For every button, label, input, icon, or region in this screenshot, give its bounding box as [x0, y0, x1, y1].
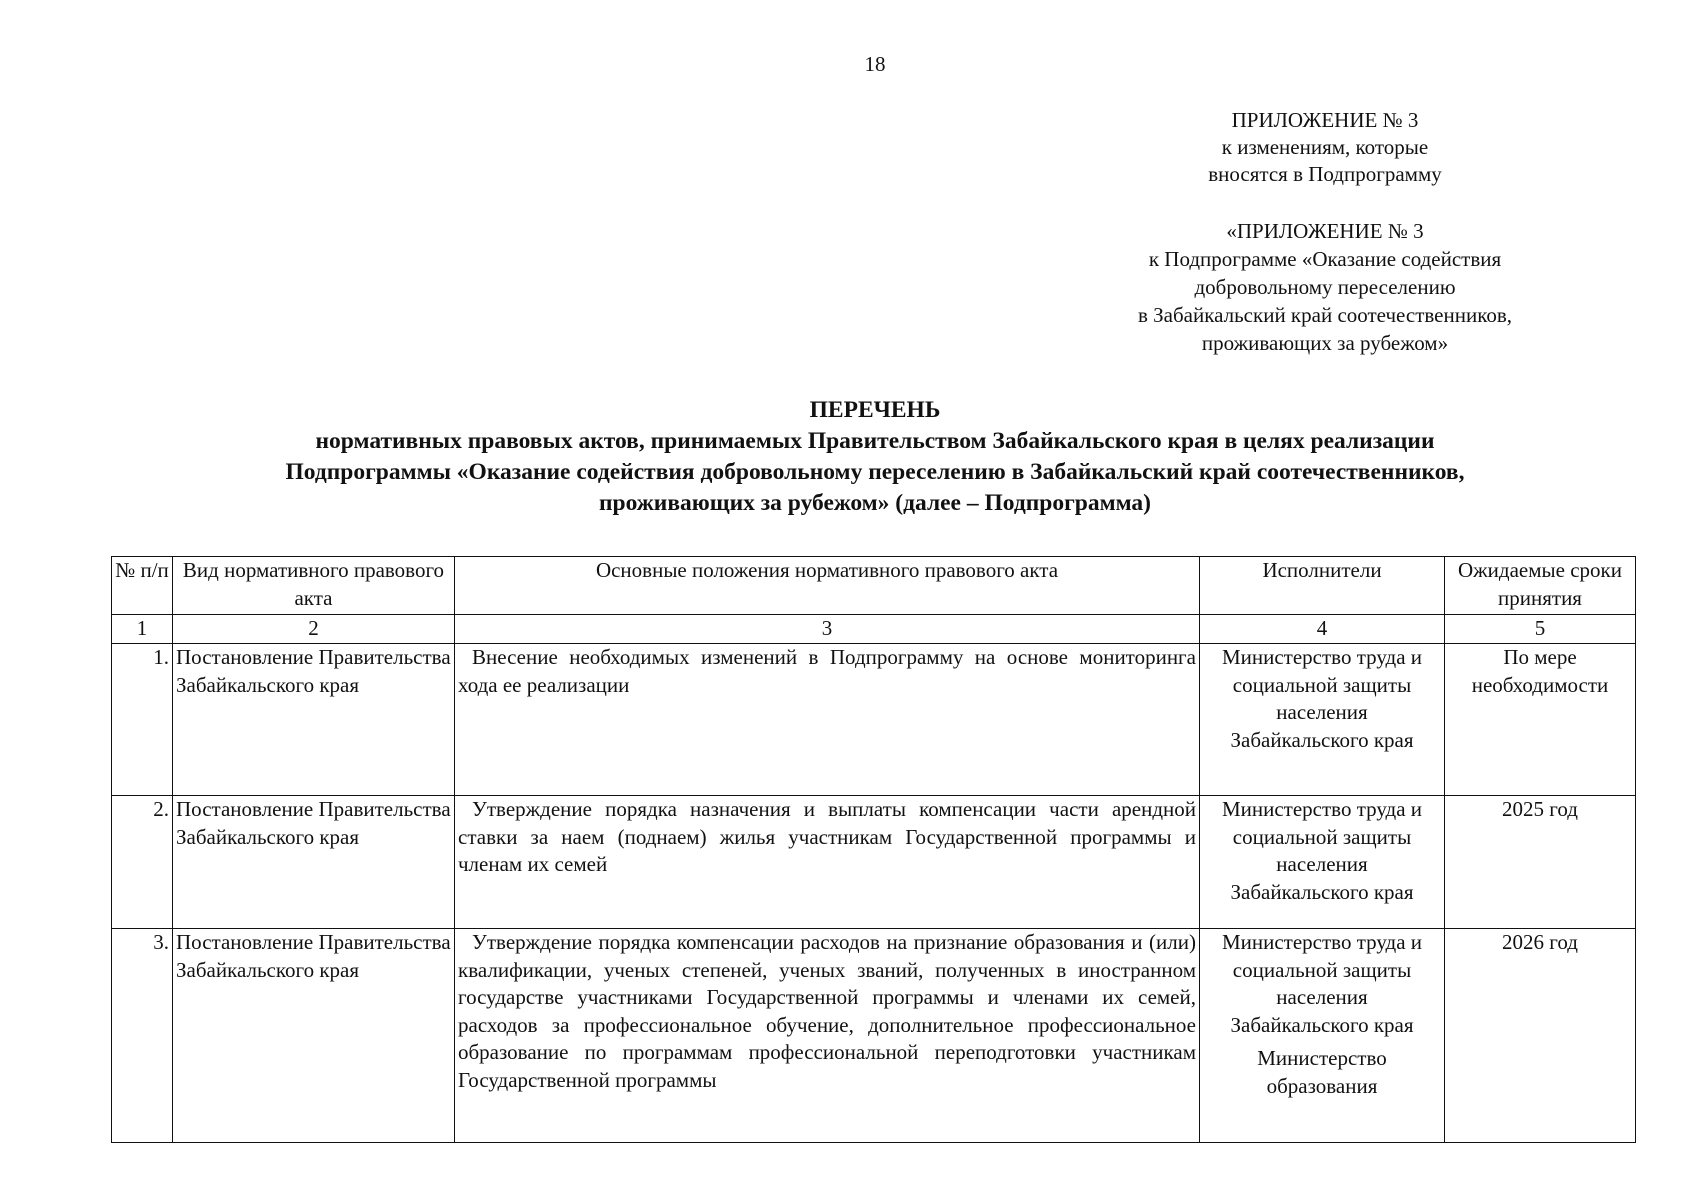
executor-line: Министерство труда и	[1221, 797, 1423, 821]
column-number-row	[112, 615, 1636, 644]
act-provisions-text: Утверждение порядка назначения и выплаты компенсации части арендной ставки за наем (поднаем) жилья участникам Государственной программы и членам их семей	[458, 797, 1196, 876]
act-executors	[1200, 644, 1445, 796]
executor-line: Забайкальского края	[1230, 727, 1414, 752]
annex-sub-title: «ПРИЛОЖЕНИЕ № 3	[1226, 219, 1424, 243]
act-provisions-text: Внесение необходимых изменений в Подпрограмму на основе мониторинга хода ее реализации	[458, 645, 1196, 697]
executor-line: Забайкальского края	[1230, 1012, 1414, 1037]
row-number: 1.	[112, 644, 173, 796]
header-kind: Вид нормативного правового акта	[173, 557, 455, 615]
annex-line: к изменениям, которые	[1221, 135, 1429, 159]
annex-line: вносятся в Подпрограмму	[1208, 162, 1442, 186]
acts-table	[111, 556, 1636, 1143]
act-kind: Постановление Правительства Забайкальского края	[173, 929, 455, 1143]
row-number: 3.	[112, 929, 173, 1143]
title-main: ПЕРЕЧЕНЬ	[809, 397, 941, 423]
annex-sub-heading	[1080, 217, 1570, 357]
table-row	[112, 929, 1636, 1143]
column-number: 2	[173, 615, 455, 644]
act-kind: Постановление Правительства Забайкальского края	[173, 796, 455, 929]
annex-sub-line: к Подпрограмме «Оказание содействия	[1148, 247, 1502, 271]
column-number: 3	[455, 615, 1200, 644]
column-number: 1	[112, 615, 173, 644]
annex-heading	[1130, 107, 1520, 188]
executor-line: населения	[1276, 852, 1368, 876]
act-provisions	[455, 929, 1200, 1143]
header-executors: Исполнители	[1200, 557, 1445, 615]
act-provisions-text: Утверждение порядка компенсации расходов на признание образования и (или) квалификации, ученых степеней, ученых званий, полученных в иностранном государстве участниками Государственной программы и членами их семей, расходов за профессиональное обучение, дополнительное профессиональное образование по программам профессиональной переподготовки участникам Государственной программы	[458, 930, 1196, 1092]
annex-title: ПРИЛОЖЕНИЕ № 3	[1231, 108, 1419, 132]
document-title	[150, 395, 1600, 519]
column-number: 5	[1445, 615, 1636, 644]
act-provisions	[455, 796, 1200, 929]
executor-line: социальной защиты	[1232, 957, 1412, 982]
act-term: По мере необходимости	[1445, 644, 1636, 796]
executor-extra: Министерство образования	[1257, 1046, 1387, 1098]
annex-sub-line: в Забайкальский край соотечественников,	[1137, 303, 1512, 327]
executor-line: социальной защиты	[1232, 824, 1412, 849]
act-provisions	[455, 644, 1200, 796]
act-term: 2025 год	[1445, 796, 1636, 929]
title-line: проживающих за рубежом» (далее – Подпрограмма)	[598, 490, 1152, 516]
title-line: нормативных правовых актов, принимаемых Правительством Забайкальского края в целях реализации	[315, 428, 1435, 454]
executor-line: Министерство труда и	[1221, 645, 1423, 669]
executor-line: Министерство труда и	[1221, 930, 1423, 954]
header-terms: Ожидаемые сроки принятия	[1445, 557, 1636, 615]
act-kind: Постановление Правительства Забайкальского края	[173, 644, 455, 796]
header-num: № п/п	[112, 557, 173, 615]
table-row	[112, 644, 1636, 796]
table-header-row	[112, 557, 1636, 615]
column-number: 4	[1200, 615, 1445, 644]
act-executors	[1200, 929, 1445, 1143]
act-term: 2026 год	[1445, 929, 1636, 1143]
page-number: 18	[864, 52, 886, 76]
executor-line: социальной защиты	[1232, 672, 1412, 697]
annex-sub-line: добровольному переселению	[1194, 275, 1456, 299]
row-number: 2.	[112, 796, 173, 929]
act-executors	[1200, 796, 1445, 929]
header-provisions: Основные положения нормативного правового акта	[455, 557, 1200, 615]
executor-line: Забайкальского края	[1230, 879, 1414, 904]
title-line: Подпрограммы «Оказание содействия добровольному переселению в Забайкальский край соотечественников,	[285, 459, 1465, 485]
executor-line: населения	[1276, 985, 1368, 1009]
executor-line: населения	[1276, 700, 1368, 724]
annex-sub-line: проживающих за рубежом»	[1201, 331, 1449, 355]
table-row	[112, 796, 1636, 929]
